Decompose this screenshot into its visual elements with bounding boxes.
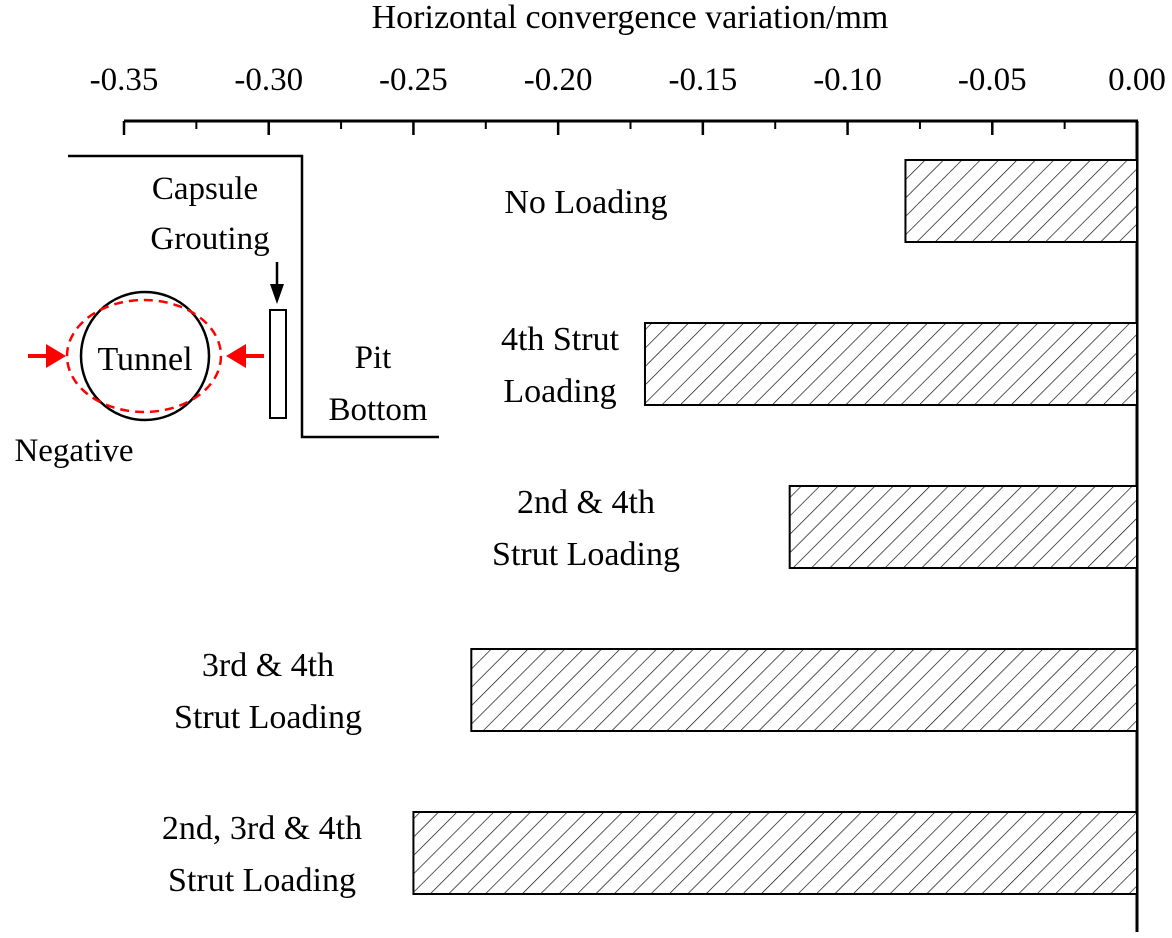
pit-label-line2: Bottom	[328, 392, 428, 428]
category-label: No Loading	[504, 184, 668, 221]
bar	[471, 649, 1137, 731]
capsule-rect	[270, 310, 286, 418]
category-label: Strut Loading	[492, 536, 680, 573]
bars	[413, 160, 1137, 894]
category-label: 4th Strut	[500, 321, 620, 358]
x-tick-label: 0.00	[1108, 62, 1166, 98]
bar	[790, 486, 1137, 568]
x-axis-ticks	[90, 62, 1166, 135]
bar	[645, 323, 1137, 405]
bar	[905, 160, 1137, 242]
x-tick-label: -0.30	[234, 62, 304, 98]
x-axis-title: Horizontal convergence variation/mm	[371, 0, 889, 36]
category-label: Strut Loading	[174, 699, 362, 736]
x-tick-label: -0.25	[379, 62, 448, 98]
tunnel-label: Tunnel	[97, 341, 193, 378]
category-label: 2nd & 4th	[517, 484, 655, 521]
category-label: Strut Loading	[168, 862, 356, 899]
capsule-label-line1: Capsule	[151, 171, 259, 207]
x-tick-label: -0.35	[89, 62, 159, 98]
x-tick-label: -0.05	[957, 62, 1027, 98]
x-tick-label: -0.20	[523, 62, 593, 98]
bar	[413, 812, 1137, 894]
left-arrow-icon	[226, 344, 246, 368]
right-arrow-icon	[46, 344, 66, 368]
x-tick-label: -0.15	[668, 62, 738, 98]
category-label: 3rd & 4th	[201, 647, 335, 684]
x-tick-label: -0.10	[813, 62, 882, 98]
category-label: 2nd, 3rd & 4th	[161, 810, 363, 847]
down-arrow-icon	[270, 284, 284, 304]
capsule-label-line2: Grouting	[150, 221, 270, 257]
negative-label: Negative	[14, 433, 134, 469]
category-label: Loading	[503, 373, 617, 410]
pit-label-line1: Pit	[354, 340, 392, 376]
tunnel-schematic	[14, 156, 439, 469]
category-labels	[162, 184, 680, 899]
